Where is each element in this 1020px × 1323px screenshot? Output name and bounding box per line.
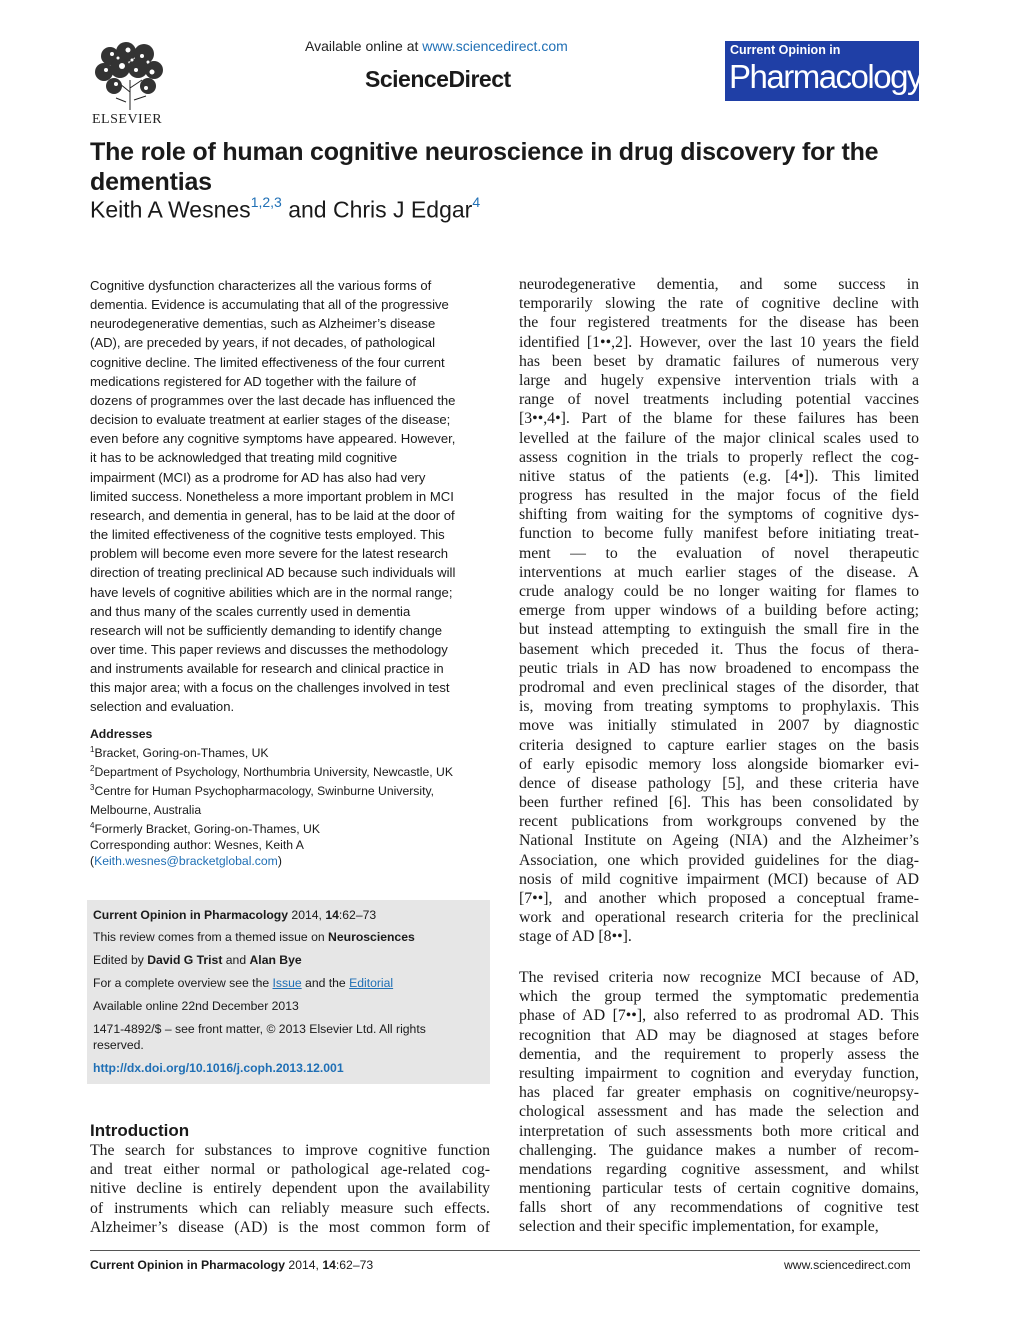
issue-link[interactable]: Issue	[272, 976, 302, 990]
available-online-date: Available online 22nd December 2013	[93, 999, 299, 1013]
footer-pages: :62–73	[335, 1258, 374, 1272]
address-number: 2	[90, 764, 95, 774]
footer-year: 2014,	[285, 1258, 323, 1272]
author-1-affiliations[interactable]: 1,2,3	[250, 194, 282, 210]
body-line: emerge from upper windows of a building before acting;	[519, 602, 919, 620]
abstract-line: Cognitive dysfunction characterizes all the various forms of	[90, 278, 432, 293]
abstract-line: direction of treating preclinical AD because such individuals will	[90, 565, 456, 581]
abstract-line: the limited effectiveness of the cognitive tests employed. This	[90, 527, 445, 543]
body-line: identified [1••,2]. However, over the last 10 years the field	[519, 333, 919, 351]
body-line: shifting from waiting for the symptoms of cognitive dys-	[519, 506, 919, 524]
address-number: 4	[90, 821, 95, 831]
abstract-line: research, and dementia in general, has to be laid at the door of	[90, 507, 455, 523]
address-number: 3	[90, 783, 95, 793]
body-line: basement which preceded it. Thus the focus of thera-	[519, 640, 919, 658]
sciencedirect-link[interactable]: www.sciencedirect.com	[422, 38, 568, 54]
body-line: Association, one which provided guidelines for the diag-	[519, 851, 919, 869]
available-online-line	[305, 38, 568, 54]
address-number: 1	[90, 745, 95, 754]
body-line: stage of AD [8••].	[519, 928, 632, 946]
info-volume: 14	[325, 908, 339, 922]
body-line: neurodegenerative dementia, and some success in	[519, 276, 919, 293]
overview-prefix: For a complete overview see the	[93, 976, 273, 990]
intro-line: of instruments which can reliably measure such effects.	[90, 1199, 490, 1217]
body-line: The revised criteria now recognize MCI because of AD,	[519, 969, 919, 986]
introduction-body	[90, 1141, 490, 1237]
publisher-name: ELSEVIER	[92, 112, 163, 127]
address-item	[90, 818, 490, 837]
author-line	[90, 196, 480, 224]
citation-line	[93, 907, 376, 923]
abstract-line: impairment (MCI) as a prodrome for AD has also had very	[90, 469, 426, 485]
body-line: chological assessment and has made the selection and	[519, 1103, 919, 1121]
info-year: 2014,	[288, 908, 326, 922]
address-text: Centre for Human Psychopharmacology, Swinburne University,	[94, 784, 435, 799]
abstract-line: selection and evaluation.	[90, 699, 235, 715]
body-line: dementia, and the requirement to properly assess the	[519, 1045, 919, 1063]
footer-journal: Current Opinion in Pharmacology	[90, 1258, 286, 1272]
body-line: peutic trials in AD has now broadened to encompass the	[519, 659, 919, 677]
intro-line: nitive decline is entirely dependent upon the availability	[90, 1180, 490, 1198]
author-and: and	[281, 196, 333, 223]
body-line: but instead attempting to extinguish the small fire in the	[519, 621, 919, 639]
body-line: of early episodic memory loss alongside biomarker evi-	[519, 755, 919, 773]
body-line: mentioning particular tests of certain cognitive domains,	[519, 1180, 919, 1198]
info-journal: Current Opinion in Pharmacology	[93, 908, 289, 922]
body-line: range of novel treatments including potential vaccines	[519, 391, 919, 409]
abstract-line: cognitive decline. The limited effectiveness of the four current	[90, 354, 445, 370]
address-item	[90, 761, 490, 780]
edited-prefix: Edited by	[93, 953, 148, 967]
journal-banner	[725, 41, 922, 101]
abstract-line: even before any cognitive symptoms have appeared. However,	[90, 431, 456, 447]
intro-line: Alzheimer’s disease (AD) is the most common form of	[90, 1218, 490, 1236]
abstract-line: have levels of cognitive abilities which are in the normal range;	[90, 584, 453, 600]
corresponding-email-line: (Keith.wesnes@bracketglobal.com)	[90, 854, 282, 868]
footer-citation	[90, 1258, 373, 1272]
body-line: falls short of any recommendations of cognitive test	[519, 1199, 919, 1217]
abstract-line: and thus many of the scales currently used in dementia	[90, 603, 411, 619]
themed-issue-name: Neurosciences	[328, 930, 415, 944]
abstract-line: dozens of programmes over the last decade has influenced the	[90, 392, 456, 408]
abstract-line: it has to be acknowledged that treating mild cognitive	[90, 450, 398, 466]
author-2-affiliations[interactable]: 4	[472, 194, 481, 210]
themed-prefix: This review comes from a themed issue on	[93, 930, 329, 944]
intro-line: The search for substances to improve cognitive function	[90, 1142, 490, 1159]
body-line: recognition that AD may be diagnosed at stages before	[519, 1026, 919, 1044]
copyright-line-2: reserved.	[93, 1038, 144, 1052]
body-line: [7••], and another which proposed a conceptual frame-	[519, 890, 919, 907]
article-title: The role of human cognitive neuroscience in drug discovery for the dementias	[90, 138, 879, 196]
abstract-line: and instruments available for research and clinical practice in	[90, 661, 444, 677]
journal-banner-big: Pharmacology	[729, 58, 922, 95]
body-line: work and operational research criteria for the preclinical	[519, 909, 919, 927]
body-line: mendations regarding cognitive assessment, and whilst	[519, 1160, 919, 1178]
addresses	[90, 726, 490, 837]
body-line: levelled at the failure of the major clinical scales used to	[519, 429, 919, 447]
footer-site: www.sciencedirect.com	[784, 1258, 911, 1272]
body-line: has been beset by dramatic failures of numerous very	[519, 352, 919, 370]
editor-2: Alan Bye	[249, 953, 302, 967]
sciencedirect-wordmark: ScienceDirect	[365, 66, 511, 92]
abstract-line: medications registered for AD together with the failure of	[90, 373, 417, 389]
body-line: temporarily slowing the rate of cognitive decline with	[519, 295, 919, 313]
intro-line: and treat either normal or pathological age-related cog-	[90, 1161, 490, 1179]
body-line: interpretation of such assessments both more critical and	[519, 1122, 919, 1140]
abstract-line: over time. This paper reviews and discusses the methodology	[90, 641, 448, 657]
copyright-line-1: 1471-4892/$ – see front matter, © 2013 Elsevier Ltd. All rights	[93, 1022, 426, 1036]
edited-and: and	[222, 953, 250, 967]
editorial-link[interactable]: Editorial	[349, 976, 394, 990]
body-line: National Institute on Ageing (NIA) and the Alzheimer’s	[519, 832, 919, 850]
corresponding-email-link[interactable]: Keith.wesnes@bracketglobal.com	[94, 854, 278, 868]
address-item	[90, 799, 490, 818]
corresponding-label: Corresponding author: Wesnes, Keith A	[90, 838, 304, 852]
right-column-paragraph-2	[519, 968, 919, 1237]
overview-line	[93, 975, 393, 991]
body-line: interventions at much earlier stages of the disease. A	[519, 563, 919, 581]
body-line: nosis of mild cognitive impairment (MCI) because of AD	[519, 870, 919, 888]
body-line: assess cognition in the trials to properly reflect the cog-	[519, 448, 919, 466]
body-line: function to become fully manifest before initiating treat-	[519, 525, 919, 543]
body-line: dence of disease pathology [5], and these criteria have	[519, 774, 919, 792]
body-line: resulting impairment to cognition and everyday function,	[519, 1064, 919, 1082]
author-2: Chris J Edgar	[332, 196, 473, 223]
overview-and: and the	[301, 976, 350, 990]
body-line: progress has resulted in the major focus of the field	[519, 487, 919, 505]
body-line: the four registered treatments for the disease has been	[519, 314, 919, 332]
body-line: which the group termed the symptomatic predementia	[519, 988, 919, 1006]
themed-issue-line	[93, 929, 415, 945]
address-item	[90, 780, 490, 799]
body-line: [3••,4•]. Part of the blame for these failures has been	[519, 410, 919, 428]
abstract-line: decision to evaluate treatment at earlier stages of the disease;	[90, 412, 451, 428]
body-line: ment — to the evaluation of novel therapeutic	[519, 544, 919, 562]
abstract-line: (AD), are preceded by years, if not decades, of pathological	[90, 335, 435, 351]
body-line: large and hugely expensive intervention trials with a	[519, 371, 919, 389]
addresses-heading: Addresses	[90, 727, 153, 741]
abstract-line: this major area; with a focus on the challenges involved in test	[90, 680, 450, 696]
available-prefix: Available online at	[305, 38, 423, 54]
body-line: been further refined [6]. This has been consolidated by	[519, 794, 919, 812]
abstract-line: research will not be sufficiently demanding to identify change	[90, 622, 443, 638]
footer-rule	[90, 1250, 920, 1251]
footer-volume: 14	[322, 1258, 336, 1272]
info-pages: :62–73	[338, 908, 377, 922]
right-column-paragraph-1	[519, 275, 919, 947]
abstract-line: dementia. Evidence is accumulating that all of the progressive	[90, 297, 449, 313]
body-line: criteria designed to capture earlier stages on the basis	[519, 736, 919, 754]
article-info-box	[87, 900, 490, 1084]
address-text: Department of Psychology, Northumbria University, Newcastle, UK	[94, 765, 453, 780]
body-line: challenging. The guidance makes a number of recom-	[519, 1141, 919, 1159]
body-line: recent publications from workgroups convened by the	[519, 813, 919, 831]
journal-banner-small: Current Opinion in	[730, 43, 841, 57]
edited-by-line	[93, 952, 302, 968]
body-line: phase of AD [7••], also referred to as prodromal AD. This	[519, 1007, 919, 1025]
address-text: Formerly Bracket, Goring-on-Thames, UK	[94, 822, 320, 837]
body-line: nitive status of the patients (e.g. [4•]). This limited	[519, 467, 919, 485]
author-1: Keith A Wesnes	[90, 196, 251, 223]
abstract	[90, 276, 481, 717]
body-line: selection and their specific implementation, for example,	[519, 1218, 879, 1236]
address-text: Bracket, Goring-on-Thames, UK	[94, 746, 269, 761]
address-text: Melbourne, Australia	[90, 803, 202, 818]
introduction-heading: Introduction	[90, 1121, 190, 1140]
corresponding-author	[90, 837, 490, 869]
body-line: move was initially stimulated in 2007 by diagnostic	[519, 717, 919, 735]
doi-link[interactable]: http://dx.doi.org/10.1016/j.coph.2013.12.001	[93, 1061, 344, 1075]
body-line: crude analogy could be no longer waiting for flames to	[519, 583, 919, 600]
body-line: is, moving from treating symptoms to prophylaxis. This	[519, 698, 919, 716]
address-list	[90, 742, 490, 837]
abstract-line: problem will become even more severe for the latest research	[90, 546, 449, 562]
address-item	[90, 742, 490, 761]
editor-1: David G Trist	[147, 953, 223, 967]
body-line: has placed far greater emphasis on cognitive/neuropsy-	[519, 1084, 919, 1102]
abstract-line: neurodegenerative dementias, such as Alzheimer’s disease	[90, 316, 436, 332]
abstract-line: limited success. Nonetheless a more important problem in MCI	[90, 488, 454, 504]
body-line: prodromal and even preclinical stages of the disorder, that	[519, 678, 919, 696]
